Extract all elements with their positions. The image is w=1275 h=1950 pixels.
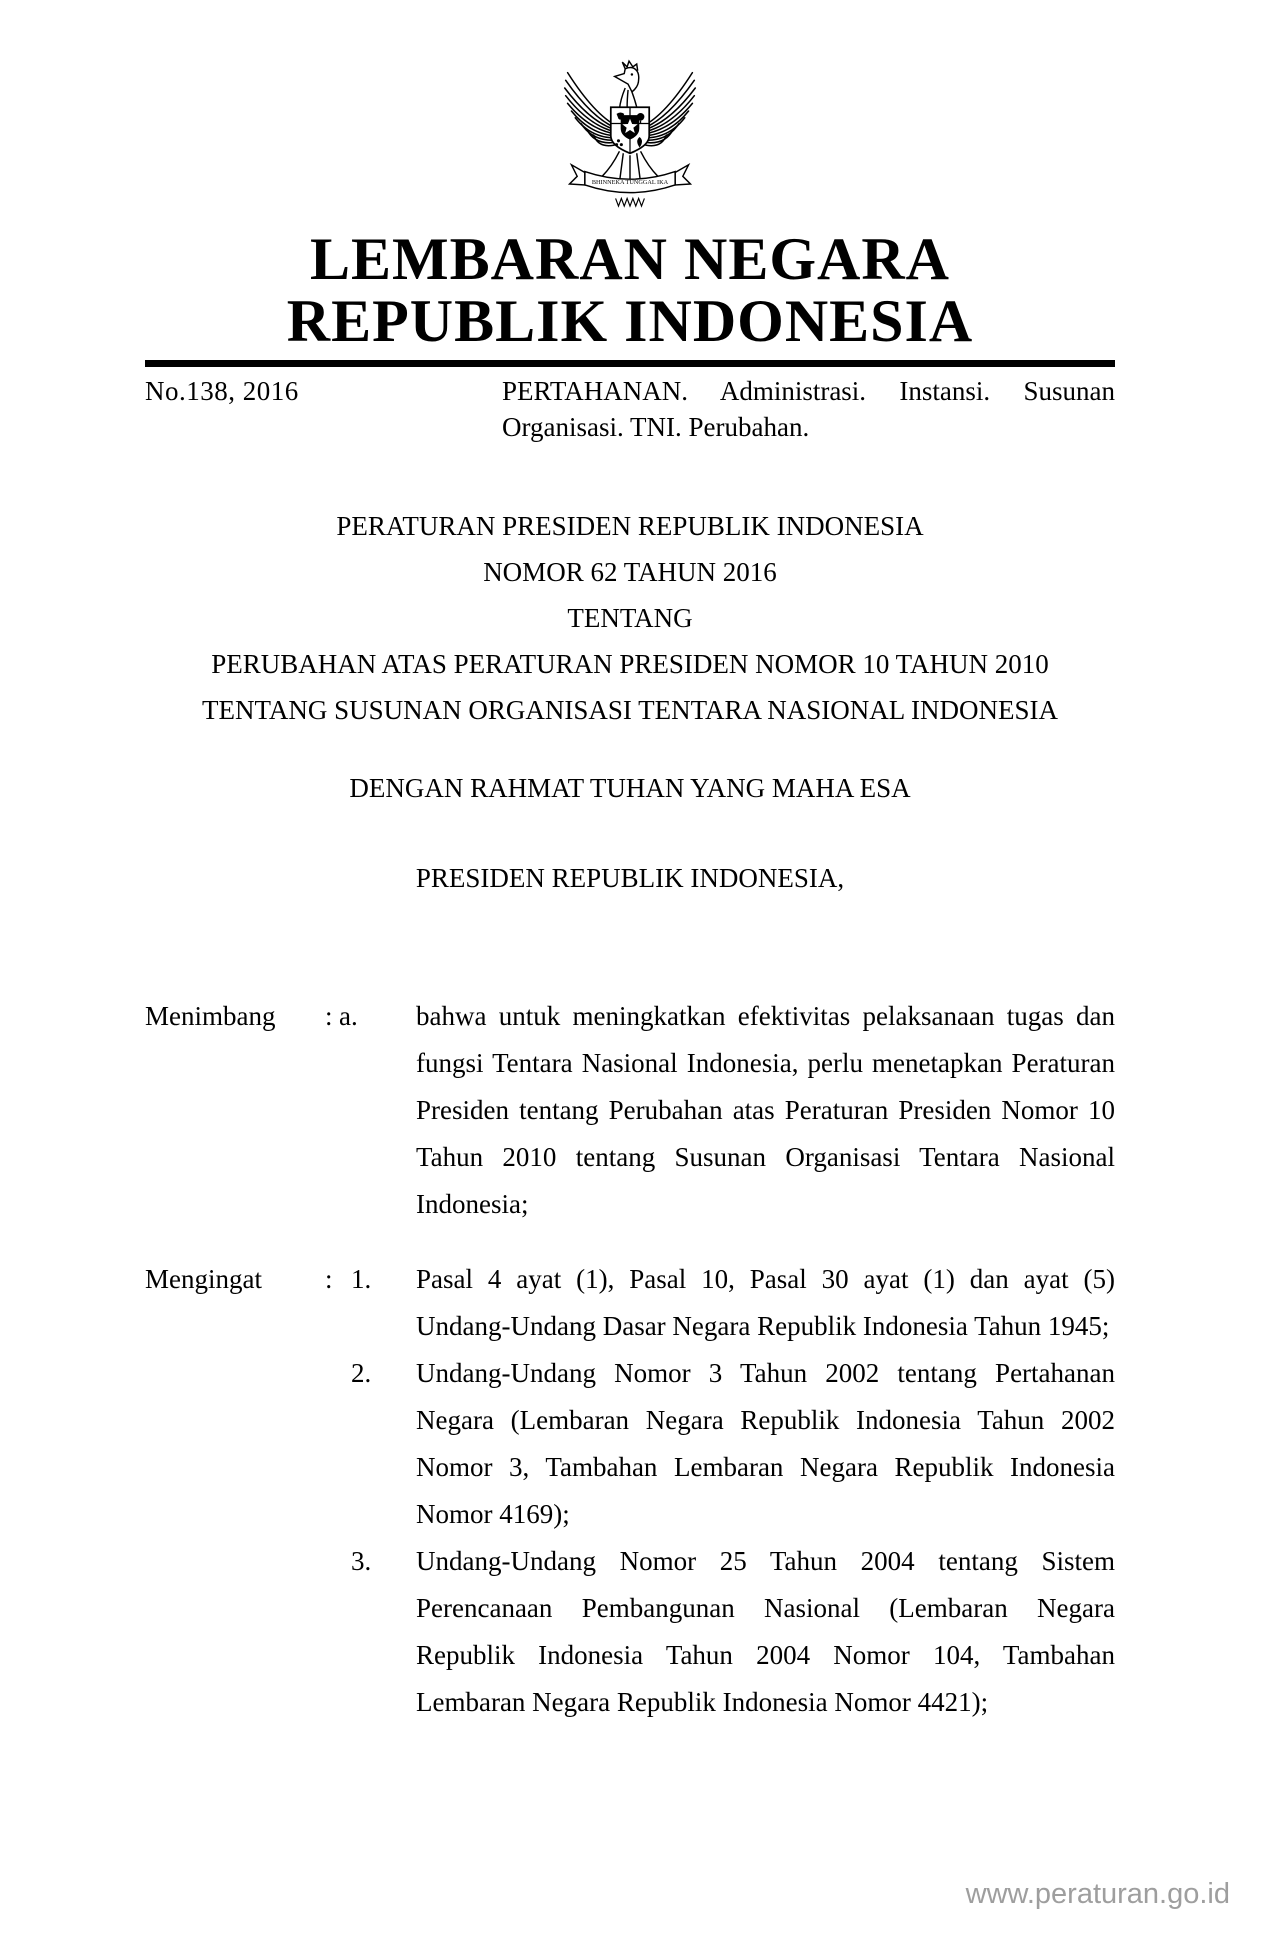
invocation-line: DENGAN RAHMAT TUHAN YANG MAHA ESA — [349, 773, 911, 803]
citing-text-1: Pasal 4 ayat (1), Pasal 10, Pasal 30 ayat (1) dan ayat (5) Undang-Undang Dasar Negara Republik Indonesia Tahun 1945; — [416, 1264, 1115, 1341]
citing-section — [145, 1256, 1115, 1726]
considering-text: bahwa untuk meningkatkan efektivitas pelaksanaan tugas dan fungsi Tentara Nasional Indonesia, perlu menetapkan Peraturan Presiden tentang Perubahan atas Peraturan Presiden Nomor 10 Tahun 2010 tentang Susunan Organisasi Tentara Nasional Indonesia; — [416, 1001, 1115, 1219]
citing-item-row — [145, 1538, 1115, 1726]
citing-label: Mengingat — [145, 1264, 262, 1294]
considering-marker: a. — [339, 1001, 358, 1031]
masthead-line2: REPUBLIK INDONESIA — [286, 288, 974, 354]
citing-marker-3: 3. — [351, 1546, 372, 1576]
masthead-line1: LEMBARAN NEGARA — [309, 226, 951, 292]
considering-label: Menimbang — [145, 1001, 276, 1031]
decree-heading-block — [145, 503, 1115, 901]
citing-item-row — [145, 1350, 1115, 1538]
citing-text-3: Undang-Undang Nomor 25 Tahun 2004 tentang Sistem Perencanaan Pembangunan Nasional (Lembaran Negara Republik Indonesia Tahun 2004 Nomor 104, Tambahan Lembaran Negara Republik Indonesia Nomor 4421); — [416, 1546, 1115, 1717]
gazette-number: No.138, 2016 — [145, 376, 299, 406]
footer-watermark-url: www.peraturan.go.id — [965, 1878, 1230, 1910]
masthead-divider — [145, 360, 1115, 367]
content-column — [145, 0, 1115, 1726]
garuda-head-icon — [615, 61, 639, 109]
considering-row — [145, 993, 1115, 1228]
citing-colon: : — [325, 1264, 333, 1294]
pancasila-shield-icon — [611, 107, 649, 153]
authority-line: PRESIDEN REPUBLIK INDONESIA, — [415, 863, 845, 893]
garuda-pancasila-emblem — [558, 58, 702, 214]
masthead-title — [145, 228, 1115, 352]
decree-number-line: NOMOR 62 TAHUN 2016 — [483, 557, 777, 587]
citing-text-2: Undang-Undang Nomor 3 Tahun 2002 tentang Pertahanan Negara (Lembaran Negara Republik Indonesia Tahun 2002 Nomor 3, Tambahan Lembaran Negara Republik Indonesia Nomor 4169); — [416, 1358, 1115, 1529]
decree-subject-line2: TENTANG SUSUNAN ORGANISASI TENTARA NASIONAL INDONESIA — [202, 695, 1058, 725]
docket-row — [145, 373, 1115, 445]
docket-subject: PERTAHANAN. Administrasi. Instansi. Susunan Organisasi. TNI. Perubahan. — [502, 376, 1115, 442]
emblem-motto: BHINNEKA TUNGGAL IKA — [591, 179, 669, 187]
considering-colon: : — [325, 1001, 333, 1031]
decree-about-line: TENTANG — [567, 603, 693, 633]
decree-title-line: PERATURAN PRESIDEN REPUBLIK INDONESIA — [336, 511, 924, 541]
citing-item-row — [145, 1256, 1115, 1350]
decree-subject-line1: PERUBAHAN ATAS PERATURAN PRESIDEN NOMOR 10 TAHUN 2010 — [211, 649, 1049, 679]
citing-marker-2: 2. — [351, 1358, 372, 1388]
citing-marker-1: 1. — [351, 1264, 372, 1294]
